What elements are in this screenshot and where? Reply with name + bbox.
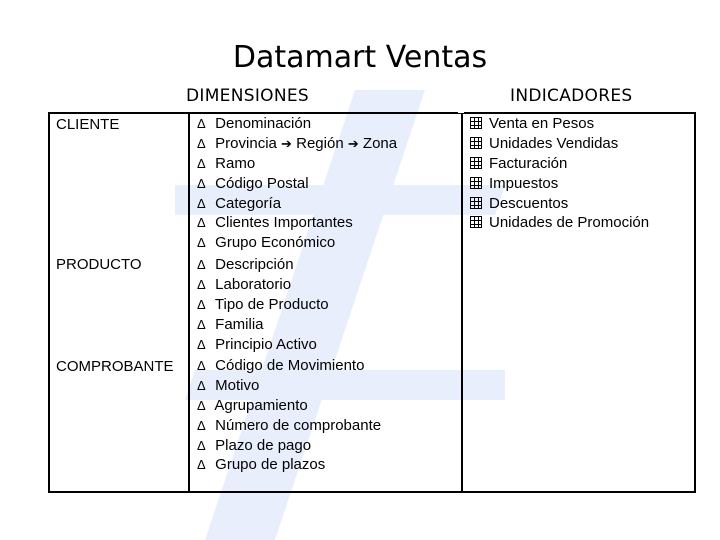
- column-divider-2: [461, 113, 463, 493]
- right-arrow-icon: ➔: [281, 135, 292, 151]
- category-comprobante: COMPROBANTE: [56, 358, 174, 375]
- delta-icon: Δ: [197, 155, 206, 171]
- grid-icon: [470, 197, 482, 209]
- cliente-dimension-list: [197, 114, 397, 253]
- list-item: Δ Código Postal: [197, 174, 309, 192]
- indicator-list: [470, 114, 649, 233]
- grid-icon: [470, 117, 482, 129]
- delta-icon: Δ: [197, 257, 206, 272]
- delta-icon: Δ: [197, 437, 206, 453]
- delta-icon: Δ: [197, 195, 206, 211]
- list-item: Δ Denominación: [197, 115, 312, 132]
- list-item: Unidades de Promoción: [470, 213, 649, 233]
- list-item: Δ Provincia ➔ Región ➔ Zona: [197, 134, 398, 152]
- comprobante-dimension-list: [197, 356, 381, 475]
- list-item: Δ Grupo de plazos: [197, 456, 326, 474]
- producto-dimension-list: [197, 255, 329, 354]
- list-item: Impuestos: [470, 174, 649, 194]
- list-item: Δ Plazo de pago: [197, 436, 312, 454]
- delta-icon: Δ: [197, 377, 206, 393]
- delta-icon: Δ: [197, 316, 206, 332]
- delta-icon: Δ: [197, 135, 206, 151]
- category-cliente: CLIENTE: [56, 116, 120, 133]
- delta-icon: Δ: [197, 397, 206, 413]
- delta-icon: Δ: [197, 358, 206, 373]
- delta-icon: Δ: [197, 235, 206, 251]
- delta-icon: Δ: [197, 457, 206, 473]
- indicators-header: INDICADORES: [510, 86, 633, 106]
- list-item: Facturación: [470, 154, 649, 174]
- list-item: Unidades Vendidas: [470, 134, 649, 154]
- delta-icon: Δ: [197, 276, 206, 292]
- dimensions-header: DIMENSIONES: [186, 86, 309, 106]
- list-item: Δ Categoría: [197, 194, 282, 212]
- list-item: Δ Motivo: [197, 376, 260, 394]
- list-item: Δ Laboratorio: [197, 275, 292, 293]
- right-arrow-icon: ➔: [347, 135, 359, 151]
- list-item: Δ Descripción: [197, 256, 294, 273]
- category-producto: PRODUCTO: [56, 256, 142, 273]
- delta-icon: Δ: [197, 296, 206, 312]
- list-item: Δ Ramo: [197, 154, 256, 172]
- grid-icon: [470, 216, 482, 228]
- list-item: Δ Clientes Importantes: [197, 214, 353, 232]
- delta-icon: Δ: [197, 336, 206, 352]
- list-item: Δ Familia: [197, 315, 264, 333]
- list-item: Descuentos: [470, 194, 649, 214]
- grid-icon: [470, 137, 482, 149]
- delta-icon: Δ: [197, 417, 206, 433]
- delta-icon: Δ: [197, 116, 206, 131]
- delta-icon: Δ: [197, 175, 206, 191]
- column-divider-1: [188, 113, 190, 493]
- list-item: Δ Principio Activo: [197, 335, 317, 353]
- list-item: Venta en Pesos: [470, 114, 649, 134]
- page-title: Datamart Ventas: [232, 40, 488, 75]
- list-item: Δ Código de Movimiento: [197, 357, 365, 374]
- grid-icon: [470, 177, 482, 189]
- list-item: Δ Grupo Económico: [197, 234, 336, 252]
- list-item: Δ Tipo de Producto: [197, 295, 329, 313]
- grid-icon: [470, 157, 482, 169]
- list-item: Δ Agrupamiento: [197, 396, 308, 414]
- delta-icon: Δ: [197, 215, 206, 231]
- list-item: Δ Número de comprobante: [197, 416, 382, 434]
